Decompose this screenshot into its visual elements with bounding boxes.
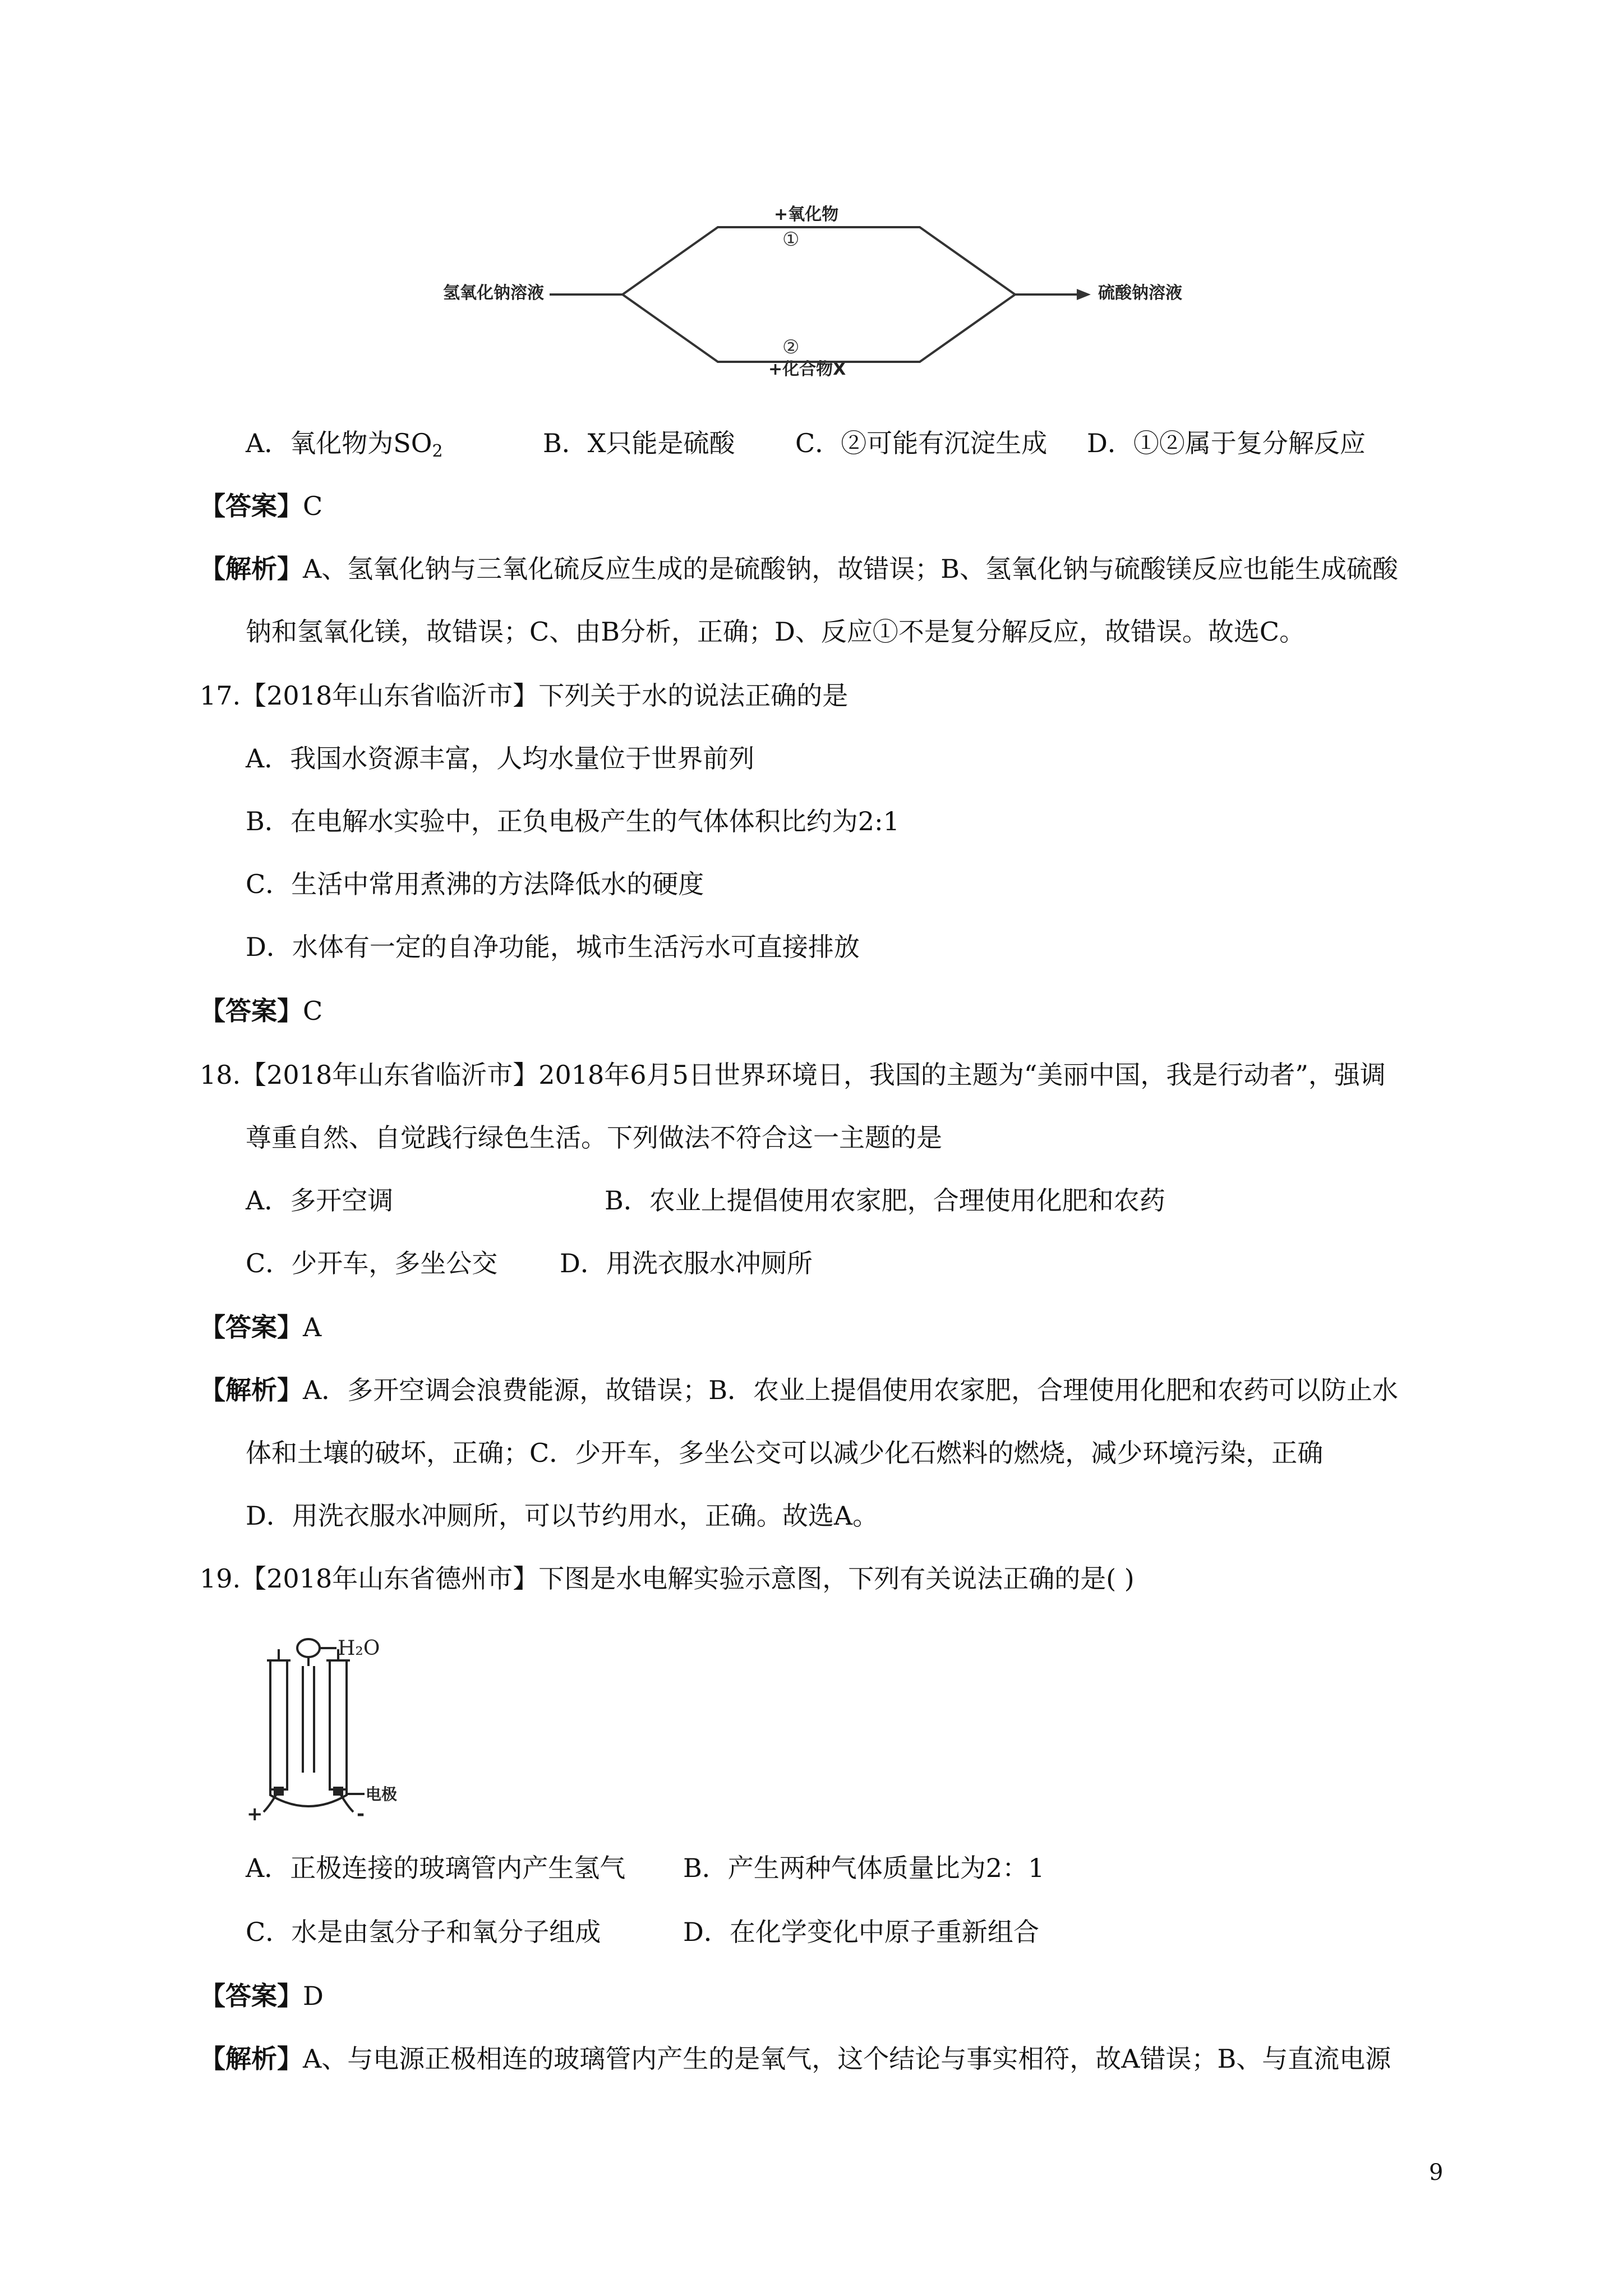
q16-analysis-line-2: 钠和氢氧化镁，故错误；C、由B分析，正确；D、反应①不是复分解反应，故错误。故选C。 <box>246 616 1306 647</box>
q19-stem: 19.【2018年山东省德州市】下图是水电解实验示意图，下列有关说法正确的是( ) <box>200 1563 1135 1594</box>
h2o-label: H₂O <box>338 1637 380 1660</box>
q18-option-a: A．多开空调 <box>246 1185 394 1216</box>
arrow-head <box>1077 289 1091 300</box>
q16-option-c: C．②可能有沉淀生成 <box>795 428 1048 458</box>
diagram-bottom-label: +化合物X <box>768 360 846 379</box>
reaction-pathway-diagram <box>437 196 1223 387</box>
q17-option-c: C．生活中常用煮沸的方法降低水的硬度 <box>246 869 704 899</box>
q19-option-d: D．在化学变化中原子重新组合 <box>683 1917 1039 1947</box>
diagram-bottom-number: ② <box>782 336 800 358</box>
q17-stem: 17.【2018年山东省临沂市】下列关于水的说法正确的是 <box>200 680 849 711</box>
q18-stem-line-2: 尊重自然、自觉践行绿色生活。下列做法不符合这一主题的是 <box>246 1122 942 1153</box>
q17-option-a: A．我国水资源丰富，人均水量位于世界前列 <box>246 743 755 774</box>
q18-analysis-line-1: 【解析】A．多开空调会浪费能源，故错误；B．农业上提倡使用农家肥，合理使用化肥和农药可以防止水 <box>200 1375 1399 1405</box>
q18-options-row-2 <box>246 1246 813 1280</box>
pathway-lines <box>550 227 1077 362</box>
q18-answer: 【答案】A <box>200 1312 322 1342</box>
q17-answer: 【答案】C <box>200 996 323 1026</box>
q19-answer: 【答案】D <box>200 1981 324 2011</box>
q16-answer: 【答案】C <box>200 491 323 521</box>
q17-option-b: B．在电解水实验中，正负电极产生的气体体积比约为2:1 <box>246 806 900 836</box>
q19-option-c: C．水是由氢分子和氧分子组成 <box>246 1917 601 1947</box>
electrode-label: 电极 <box>366 1785 398 1803</box>
q18-option-b: B．农业上提倡使用农家肥，合理使用化肥和农药 <box>605 1185 1165 1216</box>
electrolysis-apparatus-figure <box>247 1627 426 1829</box>
q19-options-row-2 <box>246 1915 1039 1949</box>
page-number: 9 <box>1429 2160 1444 2185</box>
q18-options-row-1 <box>246 1184 1165 1217</box>
q17-option-d: D．水体有一定的自净功能，城市生活污水可直接排放 <box>246 932 860 962</box>
q18-option-c: C．少开车，多坐公交 <box>246 1248 498 1278</box>
q16-option-b: B．X只能是硫酸 <box>543 428 735 458</box>
q16-options: A．氧化物为$SO_2$ B．X只能是硫酸 C．②可能有沉淀生成 D．①②属于复分解反应 <box>246 426 1366 468</box>
q18-option-d: D．用洗衣服水冲厕所 <box>560 1248 813 1278</box>
q16-option-a: A．氧化物为SO <box>246 428 432 458</box>
diagram-left-label: 氢氧化钠溶液 <box>443 283 544 303</box>
diagram-top-label: +氧化物 <box>774 205 839 224</box>
q18-stem-line-1: 18.【2018年山东省临沂市】2018年6月5日世界环境日，我国的主题为“美丽中国，我是行动者”，强调 <box>200 1060 1386 1090</box>
q19-option-b: B．产生两种气体质量比为2：1 <box>683 1853 1045 1883</box>
diagram-right-label: 硫酸钠溶液 <box>1098 283 1182 303</box>
q18-analysis-line-3: D．用洗衣服水冲厕所，可以节约用水，正确。故选A。 <box>246 1501 879 1531</box>
minus-terminal-label: - <box>357 1803 365 1825</box>
q19-analysis-line-1: 【解析】A、与电源正极相连的玻璃管内产生的是氧气，这个结论与事实相符，故A错误；B、与直流电源 <box>200 2044 1391 2074</box>
diagram-top-number: ① <box>782 228 800 251</box>
q16-analysis-line-1: 【解析】A、氢氧化钠与三氧化硫反应生成的是硫酸钠，故错误；B、氢氧化钠与硫酸镁反应也能生成硫酸 <box>200 554 1399 584</box>
q16-option-d: D．①②属于复分解反应 <box>1087 428 1366 458</box>
q18-analysis-line-2: 体和土壤的破坏，正确；C．少开车，多坐公交可以减少化石燃料的燃烧，减少环境污染，正确 <box>246 1438 1324 1468</box>
q19-options-row-1 <box>246 1851 1044 1885</box>
plus-terminal-label: + <box>247 1803 263 1825</box>
q19-option-a: A．正极连接的玻璃管内产生氢气 <box>246 1853 626 1883</box>
